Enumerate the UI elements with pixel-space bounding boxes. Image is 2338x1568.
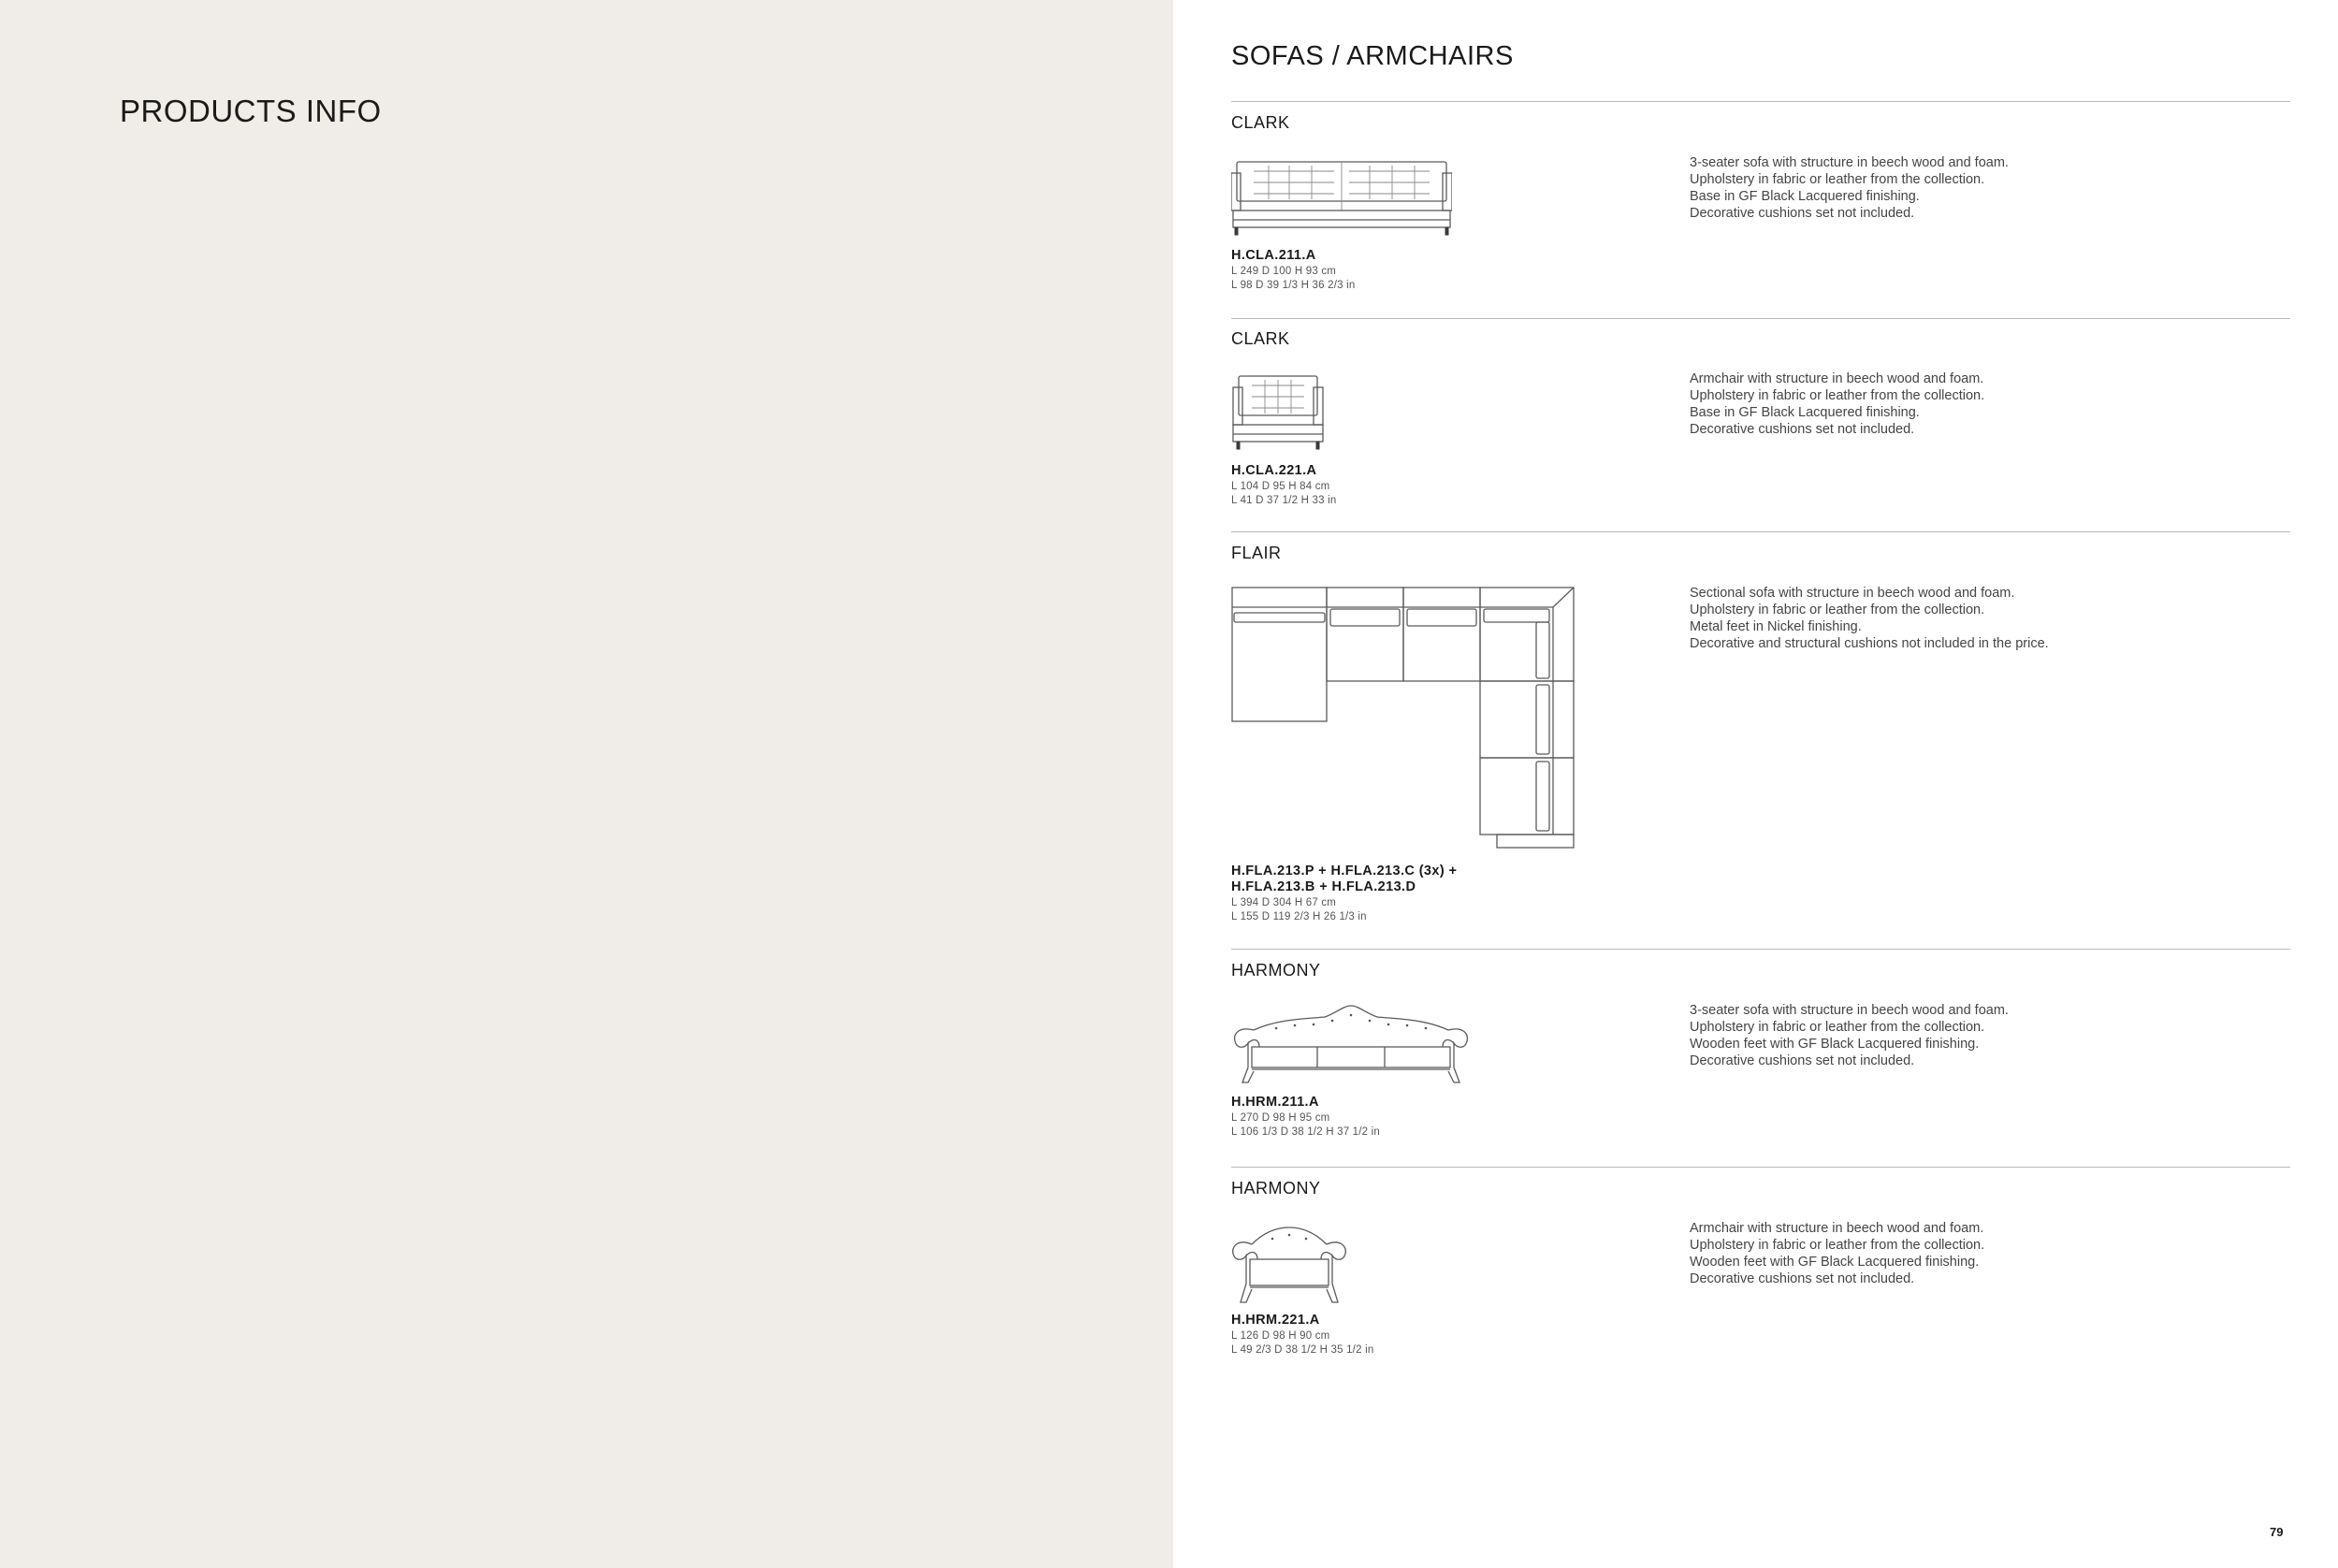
description-line: Decorative cushions set not included. xyxy=(1690,206,1915,221)
product-code: H.HRM.221.A xyxy=(1231,1313,1320,1328)
description-line: Decorative and structural cushions not included in the price. xyxy=(1690,636,2049,651)
product-clark-sofa xyxy=(1231,113,2290,310)
dimensions-in: L 106 1/3 D 38 1/2 H 37 1/2 in xyxy=(1231,1126,1381,1138)
dimensions-cm: L 249 D 100 H 93 cm xyxy=(1231,266,1337,277)
description-line: Upholstery in fabric or leather from the collection. xyxy=(1690,1020,1985,1035)
product-code: H.HRM.211.A xyxy=(1231,1095,1319,1110)
dimensions-in: L 49 2/3 D 38 1/2 H 35 1/2 in xyxy=(1231,1344,1374,1356)
product-code-line-2: H.FLA.213.B + H.FLA.213.D xyxy=(1231,879,1416,894)
product-clark-armchair xyxy=(1231,329,2290,526)
divider xyxy=(1231,101,2290,102)
product-description xyxy=(1690,154,2009,222)
dimensions-in: L 155 D 119 2/3 H 26 1/3 in xyxy=(1231,911,1367,922)
description-line: Upholstery in fabric or leather from the collection. xyxy=(1690,603,1985,617)
description-line: Metal feet in Nickel finishing. xyxy=(1690,619,1862,634)
product-name: FLAIR xyxy=(1231,544,1282,562)
camelback-sofa-drawing xyxy=(1231,1002,1471,1088)
product-harmony-armchair xyxy=(1231,1179,2290,1375)
dimensions-cm: L 126 D 98 H 90 cm xyxy=(1231,1330,1330,1342)
product-description xyxy=(1690,585,2049,652)
description-line: Upholstery in fabric or leather from the collection. xyxy=(1690,172,1985,187)
divider xyxy=(1231,1167,2290,1168)
divider xyxy=(1231,949,2290,950)
description-line: Base in GF Black Lacquered finishing. xyxy=(1690,189,1920,204)
divider xyxy=(1231,531,2290,532)
product-description xyxy=(1690,1002,2009,1069)
product-name: CLARK xyxy=(1231,329,1290,348)
description-line: 3-seater sofa with structure in beech wood and foam. xyxy=(1690,1003,2009,1018)
divider xyxy=(1231,318,2290,319)
description-line: Armchair with structure in beech wood and foam. xyxy=(1690,371,1984,386)
product-name: HARMONY xyxy=(1231,961,1321,980)
description-line: Sectional sofa with structure in beech wood and foam. xyxy=(1690,586,2015,601)
product-code: H.FLA.213.P + H.FLA.213.C (3x) + xyxy=(1231,864,1458,878)
product-name: CLARK xyxy=(1231,113,1290,132)
armchair-drawing xyxy=(1231,372,1325,453)
dimensions-in: L 41 D 37 1/2 H 33 in xyxy=(1231,495,1337,506)
page-title: PRODUCTS INFO xyxy=(120,94,382,128)
three-seater-sofa-drawing xyxy=(1231,158,1452,239)
description-line: Base in GF Black Lacquered finishing. xyxy=(1690,405,1920,420)
product-description xyxy=(1690,370,1984,438)
product-harmony-sofa xyxy=(1231,961,2290,1157)
section-title: SOFAS / ARMCHAIRS xyxy=(1231,41,1514,71)
product-code: H.CLA.211.A xyxy=(1231,248,1316,263)
description-line: Wooden feet with GF Black Lacquered finishing. xyxy=(1690,1255,1980,1270)
dimensions-cm: L 394 D 304 H 67 cm xyxy=(1231,897,1337,908)
page-number: 79 xyxy=(2270,1525,2284,1539)
dimensions-cm: L 104 D 95 H 84 cm xyxy=(1231,481,1330,492)
sectional-sofa-plan-drawing xyxy=(1231,587,1576,852)
product-flair-sectional xyxy=(1231,544,2290,946)
description-line: Decorative cushions set not included. xyxy=(1690,422,1915,437)
description-line: 3-seater sofa with structure in beech wood and foam. xyxy=(1690,155,2009,170)
product-name: HARMONY xyxy=(1231,1179,1321,1198)
description-line: Armchair with structure in beech wood and foam. xyxy=(1690,1221,1984,1236)
description-line: Decorative cushions set not included. xyxy=(1690,1271,1915,1286)
right-panel xyxy=(1173,0,2338,1568)
product-code: H.CLA.221.A xyxy=(1231,463,1317,478)
dimensions-cm: L 270 D 98 H 95 cm xyxy=(1231,1112,1330,1124)
description-line: Upholstery in fabric or leather from the collection. xyxy=(1690,1238,1985,1253)
description-line: Upholstery in fabric or leather from the collection. xyxy=(1690,388,1985,403)
rolled-arm-armchair-drawing xyxy=(1231,1222,1347,1308)
description-line: Wooden feet with GF Black Lacquered finishing. xyxy=(1690,1037,1980,1052)
dimensions-in: L 98 D 39 1/3 H 36 2/3 in xyxy=(1231,280,1356,291)
description-line: Decorative cushions set not included. xyxy=(1690,1053,1915,1068)
product-description xyxy=(1690,1220,1984,1287)
